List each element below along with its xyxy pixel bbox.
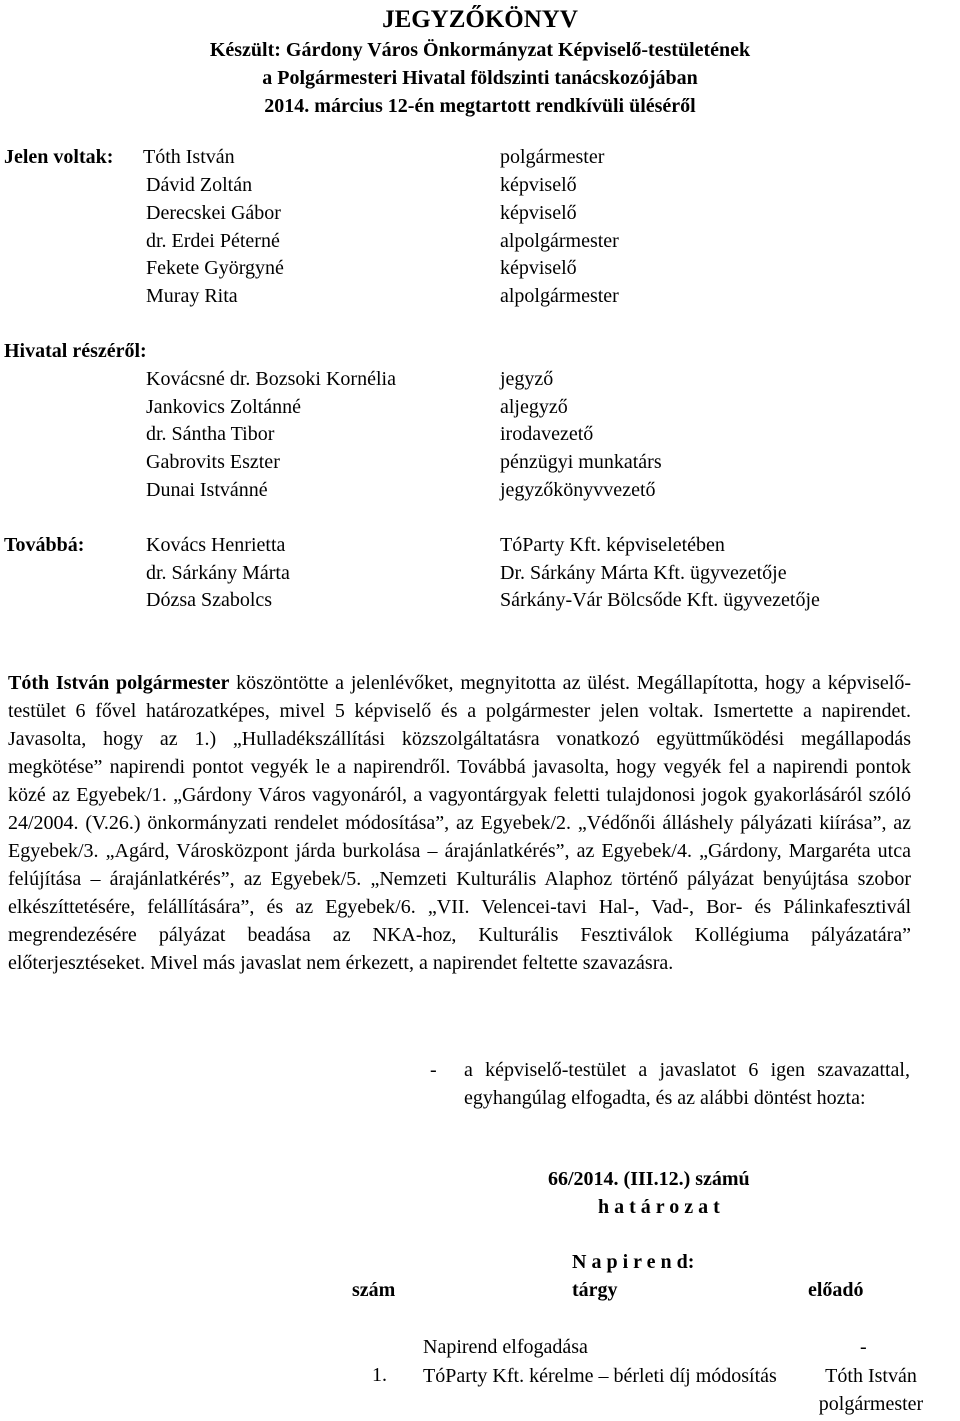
agenda-row-subject: TóParty Kft. kérelme – bérleti díj módosítás <box>423 1365 777 1387</box>
present-role: polgármester <box>500 146 605 168</box>
office-label: Hivatal részéről: <box>4 340 147 362</box>
header-line-2: a Polgármesteri Hivatal földszinti tanácskozójában <box>262 67 698 89</box>
office-role: irodavezető <box>500 423 594 445</box>
present-role: alpolgármester <box>500 230 619 252</box>
office-name: Dunai Istvánné <box>146 479 268 501</box>
also-name: dr. Sárkány Márta <box>146 562 290 584</box>
also-name: Dózsa Szabolcs <box>146 589 273 611</box>
header-line-1: Készült: Gárdony Város Önkormányzat Képviselő-testületének <box>209 39 751 61</box>
also-label: Továbbá: <box>4 534 85 556</box>
office-name: Kovácsné dr. Bozsoki Kornélia <box>146 368 396 390</box>
resolution-title: h a t á r o z a t <box>598 1196 720 1218</box>
present-role: képviselő <box>500 202 577 224</box>
also-name: Kovács Henrietta <box>146 534 286 556</box>
vote-dash: - <box>430 1059 437 1081</box>
present-name: Tóth István <box>143 146 235 168</box>
present-role: képviselő <box>500 174 577 196</box>
agenda-col-presenter: előadó <box>808 1279 864 1301</box>
office-name: dr. Sántha Tibor <box>146 423 275 445</box>
also-role: Dr. Sárkány Márta Kft. ügyvezetője <box>500 562 787 584</box>
present-name: Derecskei Gábor <box>146 202 281 224</box>
speaker-name: Tóth István polgármester <box>8 672 230 694</box>
agenda-row-presenter: - <box>860 1336 867 1358</box>
paragraph-text: köszöntötte a jelenlévőket, megnyitotta az ülést. Megállapította, hogy a képviselő-testület 6 fővel határozatképes, mivel 5 képviselő és a polgármester jelen voltak. Ismertette a napirendet. Javasolta, hogy az 1.) „Hulladékszállítási közszolgáltatásra vonatkozó együttműködési megállapodás megkötése” napirendi pontot vegyék le a napirendről. Továbbá javasolta, hogy vegyék fel a napirendi pontok közé az Egyebek/1. „Gárdony Város vagyonáról, a vagyontárgyak feletti tulajdonosi jogok gyakorlásáról szóló 24/2004. (V.26.) önkormányzati rendelet módosítása”, az Egyebek/2. „Védőnői álláshely pályázati kiírása”, az Egyebek/3. „Agárd, Városközpont járda burkolása – árajánlatkérés”, az Egyebek/4. „Gárdony, Margaréta utca felújítása – árajánlatkérés”, az Egyebek/5. „Nemzeti Kulturális Alaphoz történő pályázat benyújtása szobor elkészíttetésére, felállítására”, és az Egyebek/6. „VII. Velencei-tavi Hal-, Vad-, Bor- és Pálinkafesztivál megrendezésére pályázat beadása az NKA-hoz, Kulturális Fesztiválok Kollégiuma pályázatára” előterjesztéseket. Mivel más javaslat nem érkezett, a napirendet feltette szavazásra. <box>8 672 912 974</box>
agenda-col-number: szám <box>352 1279 396 1301</box>
resolution-number: 66/2014. (III.12.) számú <box>548 1168 750 1190</box>
office-role: pénzügyi munkatárs <box>500 451 662 473</box>
office-role: jegyző <box>500 368 554 390</box>
document-title: JEGYZŐKÖNYV <box>382 6 578 33</box>
also-role: Sárkány-Vár Bölcsőde Kft. ügyvezetője <box>500 589 820 611</box>
agenda-row-presenter: Tóth István polgármester <box>818 1365 924 1415</box>
office-role: jegyzőkönyvvezető <box>500 479 656 501</box>
also-role: TóParty Kft. képviseletében <box>500 534 725 556</box>
present-label: Jelen voltak: <box>4 146 114 168</box>
present-name: Dávid Zoltán <box>146 174 253 196</box>
header-line-3: 2014. március 12-én megtartott rendkívüli üléséről <box>264 95 696 117</box>
office-role: aljegyző <box>500 396 568 418</box>
agenda-heading: N a p i r e n d: <box>572 1251 695 1273</box>
agenda-row-subject: Napirend elfogadása <box>423 1336 588 1358</box>
agenda-row-number: 1. <box>372 1364 387 1386</box>
office-name: Gabrovits Eszter <box>146 451 280 473</box>
vote-text: a képviselő-testület a javaslatot 6 igen szavazattal, egyhangúlag elfogadta, és az alábbi döntést hozta: <box>464 1059 910 1109</box>
present-name: dr. Erdei Péterné <box>146 230 280 252</box>
document-header <box>0 4 960 120</box>
office-name: Jankovics Zoltánné <box>146 396 301 418</box>
present-role: alpolgármester <box>500 285 619 307</box>
agenda-col-subject: tárgy <box>572 1279 618 1301</box>
present-name: Muray Rita <box>146 285 238 307</box>
present-role: képviselő <box>500 257 577 279</box>
present-name: Fekete Györgyné <box>146 257 284 279</box>
vote-statement <box>430 1056 910 1112</box>
minutes-paragraph <box>8 669 911 977</box>
